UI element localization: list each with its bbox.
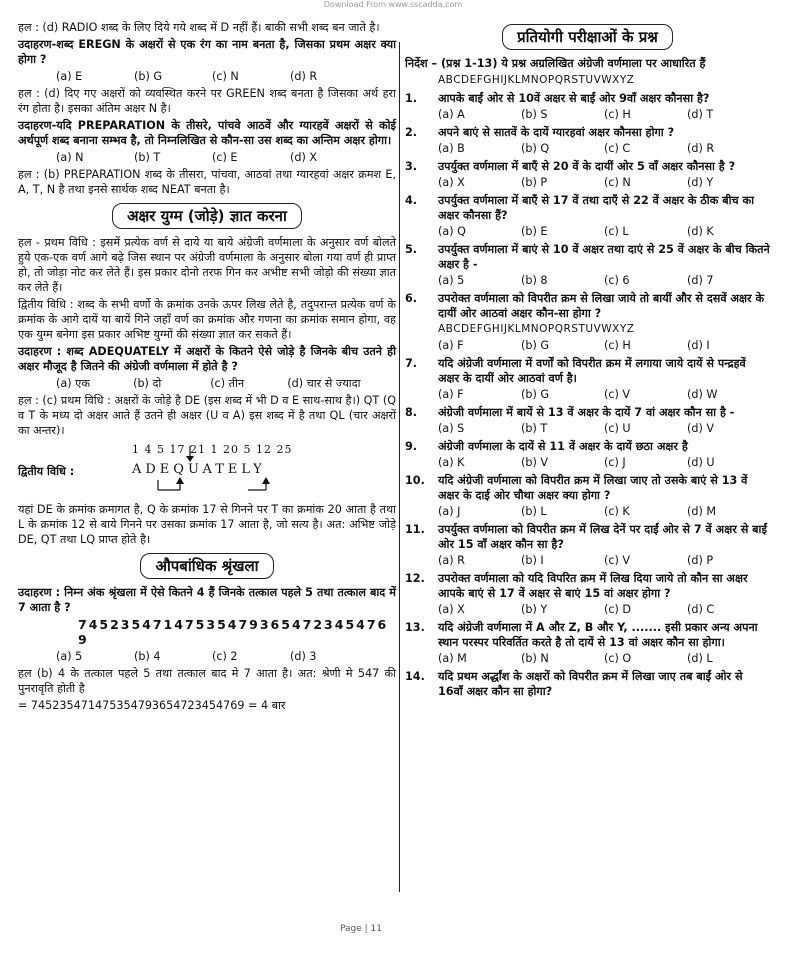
question-item [405,620,770,650]
question-options [438,273,770,288]
option: (d) चार से ज्यादा [287,377,361,390]
option: (c) V [604,388,631,401]
option: (d) W [687,388,718,401]
question-options [438,141,770,156]
section-title-letter-pairs: अक्षर युग्म (जोड़े) ज्ञात करना [112,203,302,229]
option: (a) M [438,652,467,665]
option: (b) G [521,388,550,401]
diagram-label: द्वितीय विधि : [18,465,75,478]
option: (b) T [134,151,161,164]
option: (b) S [521,108,548,121]
diagram-numbers: 1 4 5 17 21 1 20 5 12 25 [132,443,293,456]
option: (c) U [604,422,631,435]
solution-series-line: = 745235471475354793654723454769 = 4 बार [18,699,286,712]
question-number: 4. [405,194,418,207]
solution-eregn: हल : (d) दिए गए अक्षरों को व्यवस्थित करने पर GREEN शब्द बनता है जिसका अर्थ हरा रंग होता है। इसका अंतिम अक्षर N है। [18,87,396,115]
question-list [405,91,770,699]
direction-text: निर्देश – (प्रश्न 1-13) ये प्रश्न अग्रलिखित अंग्रेजी वर्णमाला पर आधारित हैं [405,57,706,70]
diagram-arrows [18,442,396,500]
section-title-competitive-questions: प्रतियोगी परीक्षाओं के प्रश्न [502,24,673,50]
question-text: उपरोक्त वर्णमाला को यदि विपरित क्रम में लिख दिया जाये तो कौन सा अक्षर आपके बाएं से 17 वें अक्षर से बाएं 15 वां अक्षर होगा ? [438,572,748,600]
question-item [405,291,770,321]
option: (d) I [687,339,710,352]
question-item [405,242,770,272]
question-number: 7. [405,357,418,370]
question-text: अपने बाएं से सातवें के दायें ग्यारहवां अक्षर कौनसा होगा ? [438,126,675,139]
question-text: यदि अंग्रेजी वर्णमाला को विपरीत क्रम में लिखा जाए तो उसके बाएं से 13 वें अक्षर के दाई ओर चौथा अक्षर क्या होगा ? [438,474,748,502]
option: (a) J [438,505,461,518]
option: (d) P [687,554,714,567]
question-number: 3. [405,160,418,173]
question-number: 2. [405,126,418,139]
option: (b) G [521,339,550,352]
example-eregn: उदाहरण-शब्द EREGN के अक्षरों से एक रंग का नाम बनता है, जिसका प्रथम अक्षर क्या होगा ? [18,38,396,66]
option: (d) 7 [687,274,714,287]
question-text: यदि अंग्रेजी वर्णमाला में वर्णों को विपरीत क्रम में लगाया जाये दायें से पन्द्रहवें अक्षर के दायीं ओर आठवां वर्ण है। [438,357,746,385]
question-number: 14. [405,670,425,683]
question-text: उपर्युक्त वर्णमाला में बाएँ से 17 वें तथा दाएँ से 22 वें अक्षर के ठीक बीच का अक्षर कौनसा हैं? [438,194,754,222]
option: (c) L [604,225,629,238]
diagram-word: ADEQUATELY [132,462,266,477]
option: (a) X [438,603,465,616]
solution-adequately: हल : (c) प्रथम विधि : अक्षरों के जोड़े है DE (इस शब्द में भी D व E साथ-साथ है।) QT (Q व T के मध्य दो अक्षर आते हैं उतने ही अक्षर (U व A) इस शब्द में है तथा QL (चार अक्षरों का अन्तर)। [18,394,396,437]
example-preparation: उदाहरण-यदि PREPARATION के तीसरे, पांचवे आठवें और ग्यारहवें अक्षरों से कोई अर्थपूर्ण शब्द बनाना सम्भव है, तो निम्नलिखित से कौन-सा उस शब्द का अन्तिम अक्षर होगा। [18,119,396,147]
question-number: 8. [405,406,418,419]
option: (b) Q [521,142,550,155]
option: (b) P [521,176,548,189]
question-options [438,455,770,470]
option: (c) V [604,554,631,567]
question-options [438,224,770,239]
question-text: यदि अंग्रेजी वर्णमाला में A और Z, B और Y, ....... इसी प्रकार अन्य अपना स्थान परस्पर परिवर्तित करते है तो दायें से 13 वां अक्षर कौन सा होगा। [438,621,758,649]
option: (c) K [604,505,630,518]
question-text: उपर्युक्त वर्णमाला में बाएँ से 20 वें के दायीं ओर 5 वाँ अक्षर कौनसा है ? [438,160,736,173]
option: (a) F [438,388,464,401]
option: (c) H [604,108,631,121]
question-text: यदि प्रथम अर्द्धांश के अक्षरों को विपरीत क्रम में लिखा जाए तब बाईं ओर से 16वाँ अक्षर कौन सा होगा? [438,670,743,698]
option: (c) D [604,603,632,616]
option: (d) T [687,108,714,121]
example-eregn-options [56,69,396,84]
option: (c) O [604,652,632,665]
question-item [405,405,770,420]
column-divider [399,42,400,892]
number-series: 74523547147535479365472345476 9 [78,617,389,647]
question-item [405,571,770,601]
question-item [405,125,770,140]
question-options [438,107,770,122]
question-item [405,439,770,454]
question-options [438,387,770,402]
option: (d) R [290,70,318,83]
option: (b) T [521,422,548,435]
solution-preparation: हल : (b) PREPARATION शब्द के तीसरा, पांचवा, आठवां तथा ग्यारहवां अक्षर क्रमश E, A, T, N है तथा इनसे सार्थक शब्द NEAT बनता है। [18,168,396,196]
option: (b) N [521,652,549,665]
left-column [18,20,396,715]
question-number: 11. [405,523,425,536]
question-options [438,602,770,617]
option: (c) तीन [210,377,245,390]
question-options [438,175,770,190]
option: (b) E [521,225,548,238]
question-text: अंग्रेजी वर्णमाला में बायें से 13 वें अक्षर के दायें 7 वां अक्षर कौन सा है - [438,406,735,419]
adequately-diagram [18,442,396,500]
option: (d) K [687,225,714,238]
question-number: 5. [405,243,418,256]
question-item [405,522,770,552]
question-number: 6. [405,292,418,305]
option: (a) B [438,142,465,155]
question-item [405,193,770,223]
question-options [438,338,770,353]
option: (d) L [687,652,713,665]
question-item [405,91,770,106]
option: (b) G [134,70,163,83]
page-header-url: Download From www.sscadda.com [323,0,463,9]
option: (b) 4 [134,650,161,663]
option: (a) 5 [438,274,465,287]
option: (c) C [604,142,631,155]
page-number: Page | 11 [340,924,382,934]
option: (b) 8 [521,274,548,287]
option: (a) F [438,339,464,352]
option: (c) 6 [604,274,630,287]
question-text: अंग्रेजी वर्णमाला के दायें से 11 वें अक्षर के दायें छठा अक्षर है [438,440,688,453]
option: (c) J [604,456,626,469]
example-adequately: उदाहरण : शब्द ADEQUATELY में अक्षरों के कितने ऐसे जोड़े है जिनके बीच उतने ही अक्षर मौजूद है जितने की अंग्रेजी वर्णमाला में होते है ? [18,345,396,373]
example-adequately-options [56,376,396,391]
option: (d) V [687,422,715,435]
method-two: द्वितीय विधि : शब्द के सभी वर्णो के क्रमांक उनके ऊपर लिख लेते है, तदुपरान्त प्रत्येक वर्ण के क्रमांक के आगे दायें या बायें गिने जहाँ वर्ण का क्रमांक और गणना का क्रमांक समान होगा, वह एक युग्म बनेगा इस प्रकार अभिष्ट युग्मों की संख्या ज्ञात कर सकते हैं। [18,298,396,341]
solution-radio: हल : (d) RADIO शब्द के लिए दिये गये शब्द में D नहीं हैं। बाकी सभी शब्द बन जाते है। [18,21,380,34]
question-text: उपर्युक्त वर्णमाला को विपरीत क्रम में लिख देनें पर दाईं ओर से 7 वें अक्षर से बाईं ओर 15 वाँ अक्षर कौन सा है? [438,523,767,551]
question-options [438,504,770,519]
option: (d) M [687,505,717,518]
option: (c) N [604,176,631,189]
question-item [405,473,770,503]
question-item [405,159,770,174]
option: (c) 2 [212,650,238,663]
option: (a) 5 [56,650,83,663]
diagram-explanation: यहां DE के क्रमांक क्रमागत है, Q के क्रमांक 17 से गिनने पर T का क्रमांक 20 आता है तथा L के क्रमांक 12 से बाये गिनने पर उसका क्रमांक 17 आता है, जो सत्य है। अत: अभिष्ट जोड़े DE, QT तथा LQ प्राप्त होते है। [18,503,396,546]
method-one: हल - प्रथम विधि : इसमें प्रत्येक वर्ण से दाये या बाये अंग्रेजी वर्णमाला के अनुसार वर्ण बोलते हुये एक-एक वर्ण आगे बढ़े जिस स्थान पर अंग्रेजी वर्णमाला के अनुसार बोला गया वर्ण ही प्राप्त हो, तो जोड़ा नोट कर लेते हैं। इस प्रकार दोनो तरफ गिन कर अभीष्ट सभी जोड़ो की संख्या ज्ञात कर लेते हैं। [18,236,396,294]
option: (d) C [687,603,715,616]
section-title-conditional-series: औपबांधिक श्रृंखला [140,553,273,579]
question-item [405,669,770,699]
question-options [438,553,770,568]
option: (d) X [290,151,318,164]
option: (b) दो [133,377,162,390]
option: (b) I [521,554,544,567]
example-preparation-options [56,150,396,165]
alphabet-line: ABCDEFGHIJKLMNOPQRSTUVWXYZ [438,323,635,335]
question-text: उपरोक्त वर्णमाला को विपरीत क्रम से लिखा जाये तो बायीं और से दसवें अक्षर के दायीं ओर आठवां अक्षर कौन-सा होगा ? [438,292,765,320]
option: (b) V [521,456,549,469]
option: (a) N [56,151,84,164]
option: (c) H [604,339,631,352]
option: (d) U [687,456,715,469]
question-text: आपके बाईं ओर से 10वें अक्षर से बाईं ओर 9वाँ अक्षर कौनसा है? [438,92,710,105]
option: (a) E [56,70,83,83]
example-series-options [56,649,396,664]
solution-series: हल (b) 4 के तत्काल पहले 5 तथा तत्काल बाद मे 7 आता है। अत: श्रेणी मे 547 की पुनरावृति होती है [18,667,396,695]
option: (a) X [438,176,465,189]
question-text: उपर्युक्त वर्णमाला में बाएं से 10 वें अक्षर तथा दाएं से 25 वें अक्षर के बीच कितने अक्षर है - [438,243,770,271]
option: (a) R [438,554,465,567]
option: (b) L [521,505,547,518]
option: (c) N [212,70,239,83]
question-number: 10. [405,474,425,487]
option: (a) A [438,108,465,121]
alphabet-line: ABCDEFGHIJKLMNOPQRSTUVWXYZ [438,74,635,86]
option: (d) R [687,142,715,155]
option: (a) K [438,456,465,469]
question-number: 12. [405,572,425,585]
option: (b) Y [521,603,548,616]
example-series: उदाहरण : निम्न अंक श्रृंखला में ऐसे कितने 4 हैं जिनके तत्काल पहले 5 तथा तत्काल बाद में 7 आता है ? [18,586,396,614]
question-options [438,651,770,666]
question-number: 9. [405,440,418,453]
option: (a) S [438,422,465,435]
option: (c) E [212,151,238,164]
question-number: 13. [405,621,425,634]
question-options [438,421,770,436]
option: (d) Y [687,176,714,189]
option: (a) एक [56,377,90,390]
option: (a) Q [438,225,466,238]
question-number: 1. [405,92,418,105]
option: (d) 3 [290,650,317,663]
right-column [405,20,770,699]
question-item [405,356,770,386]
